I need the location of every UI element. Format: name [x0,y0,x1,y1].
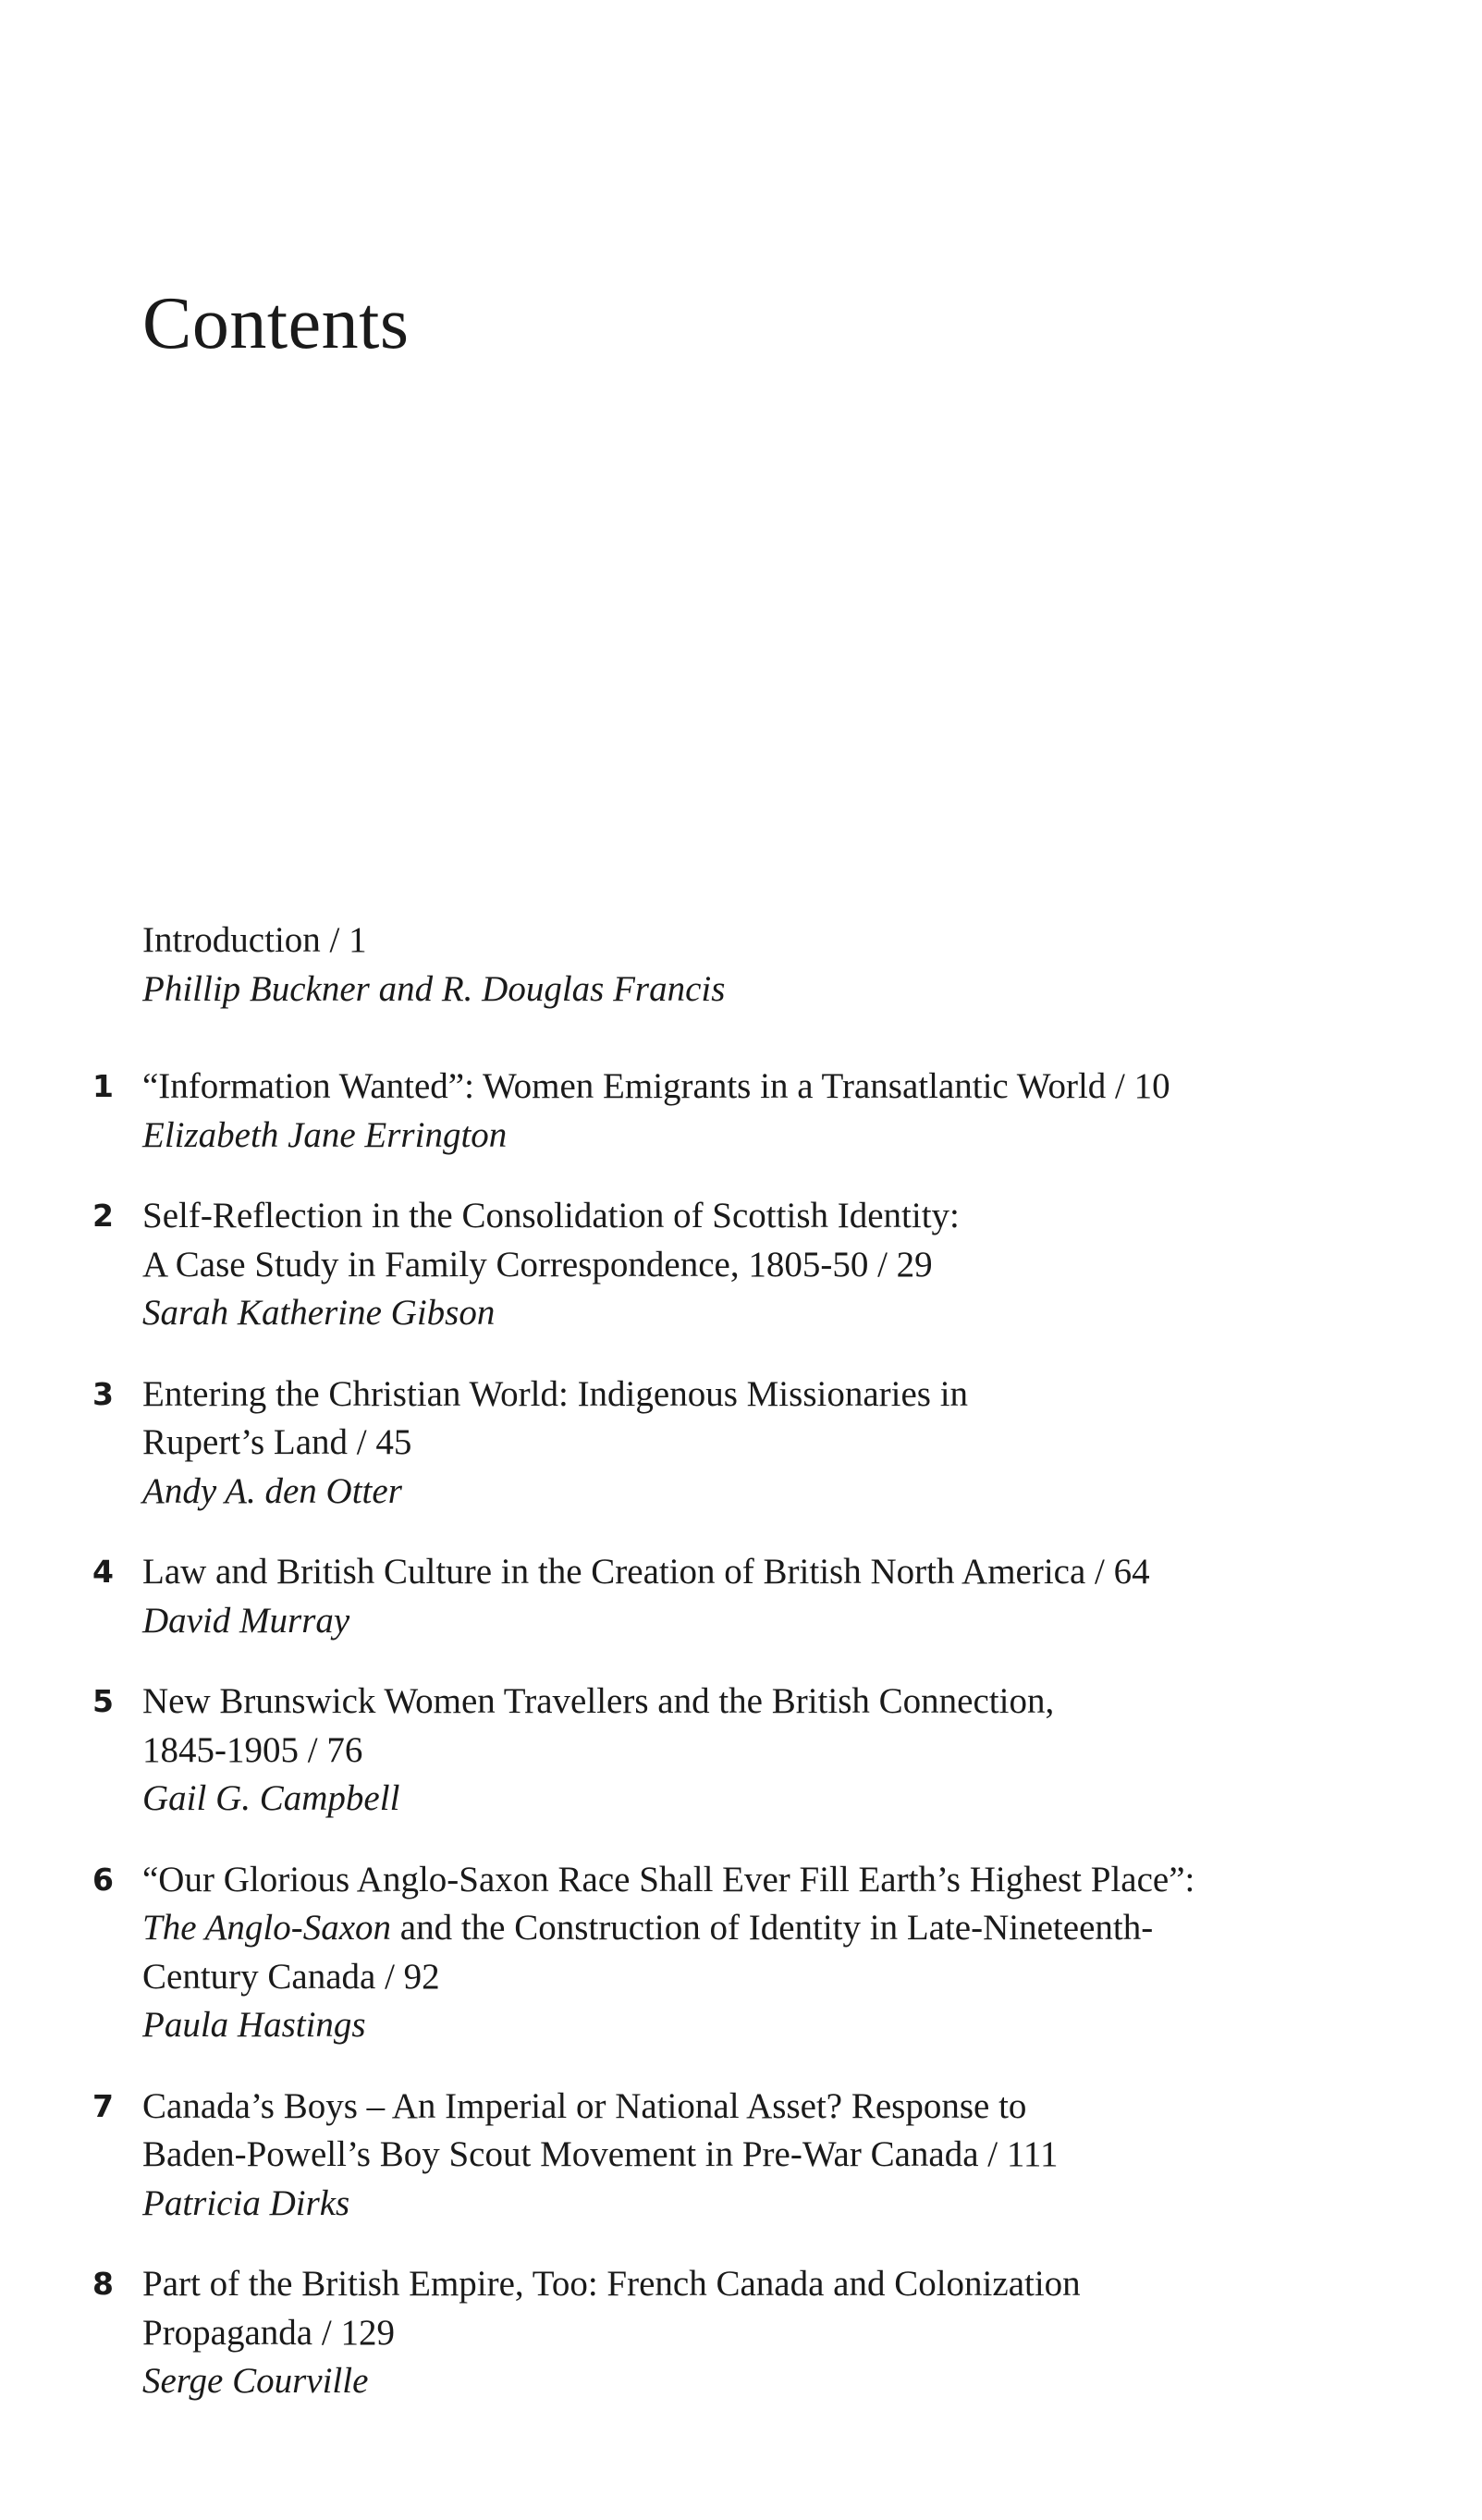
title-line: A Case Study in Family Correspondence, 1805-50 / 29 [142,1244,933,1285]
title-line: 1845-1905 / 76 [142,1729,363,1770]
page-title: Contents [142,283,410,364]
entry-title [142,2260,1482,2357]
entry-author: Andy A. den Otter [142,1470,402,1511]
entry-author: Sarah Katherine Gibson [142,1293,496,1333]
title-line: Rupert’s Land / 45 [142,1422,412,1462]
toc-entry-chapter-1[interactable] [0,1063,1482,1160]
title-line: Propaganda / 129 [142,2312,395,2353]
entry-title [142,1192,1482,1289]
entry-title [142,1678,1482,1775]
entry-title [142,1548,1482,1597]
toc-entry-chapter-8[interactable] [0,2260,1482,2406]
entry-author: Serge Courville [142,2361,369,2401]
entry-author: David Murray [142,1600,350,1641]
entry-author: Paula Hastings [142,2005,366,2045]
chapter-number: 5 [92,1683,114,1719]
entry-title [142,1371,1482,1468]
chapter-number: 6 [92,1861,114,1898]
toc-entry-chapter-2[interactable] [0,1192,1482,1338]
toc-entry-introduction[interactable] [0,916,1482,1014]
title-line: Canada’s Boys – An Imperial or National Asset? Response to [142,2085,1027,2126]
title-line [142,1904,1482,1953]
toc-entry-chapter-4[interactable] [0,1548,1482,1645]
title-line: Self-Reflection in the Consolidation of Scottish Identity: [142,1196,960,1235]
entry-author: Elizabeth Jane Errington [142,1114,508,1155]
entry-title [142,916,1482,965]
toc-entry-chapter-5[interactable] [0,1678,1482,1824]
title-line: Century Canada / 92 [142,1956,440,1997]
title-line: “Our Glorious Anglo-Saxon Race Shall Ever Fill Earth’s Highest Place”: [142,1859,1195,1899]
entry-title [142,1063,1482,1112]
chapter-number: 3 [92,1375,114,1412]
title-line: New Brunswick Women Travellers and the British Connection, [142,1681,1055,1721]
table-of-contents [0,916,1482,2406]
entry-author: Patricia Dirks [142,2182,350,2223]
entry-author: Gail G. Campbell [142,1778,400,1818]
chapter-number: 8 [92,2266,114,2302]
entry-title [142,2083,1482,2180]
title-line-rest: and the Construction of Identity in Late-Nineteenth- [391,1908,1154,1948]
title-line: Introduction / 1 [142,920,367,960]
title-line: Entering the Christian World: Indigenous Missionaries in [142,1373,969,1414]
chapter-number: 7 [92,2087,114,2124]
toc-entry-chapter-3[interactable] [0,1371,1482,1517]
title-line: “Information Wanted”: Women Emigrants in a Transatlantic World / 10 [142,1066,1170,1106]
title-line: Part of the British Empire, Too: French Canada and Colonization [142,2264,1081,2304]
entry-title [142,1856,1482,2002]
toc-entry-chapter-7[interactable] [0,2083,1482,2229]
entry-author: Phillip Buckner and R. Douglas Francis [142,968,726,1009]
toc-entry-chapter-6[interactable] [0,1856,1482,2050]
chapter-number: 1 [92,1068,114,1104]
journal-title-italic: The Anglo-Saxon [142,1908,392,1948]
title-line: Law and British Culture in the Creation of British North America / 64 [142,1552,1150,1592]
title-line: Baden-Powell’s Boy Scout Movement in Pre-War Canada / 111 [142,2134,1059,2174]
chapter-number: 4 [92,1554,114,1590]
chapter-number: 2 [92,1198,114,1234]
